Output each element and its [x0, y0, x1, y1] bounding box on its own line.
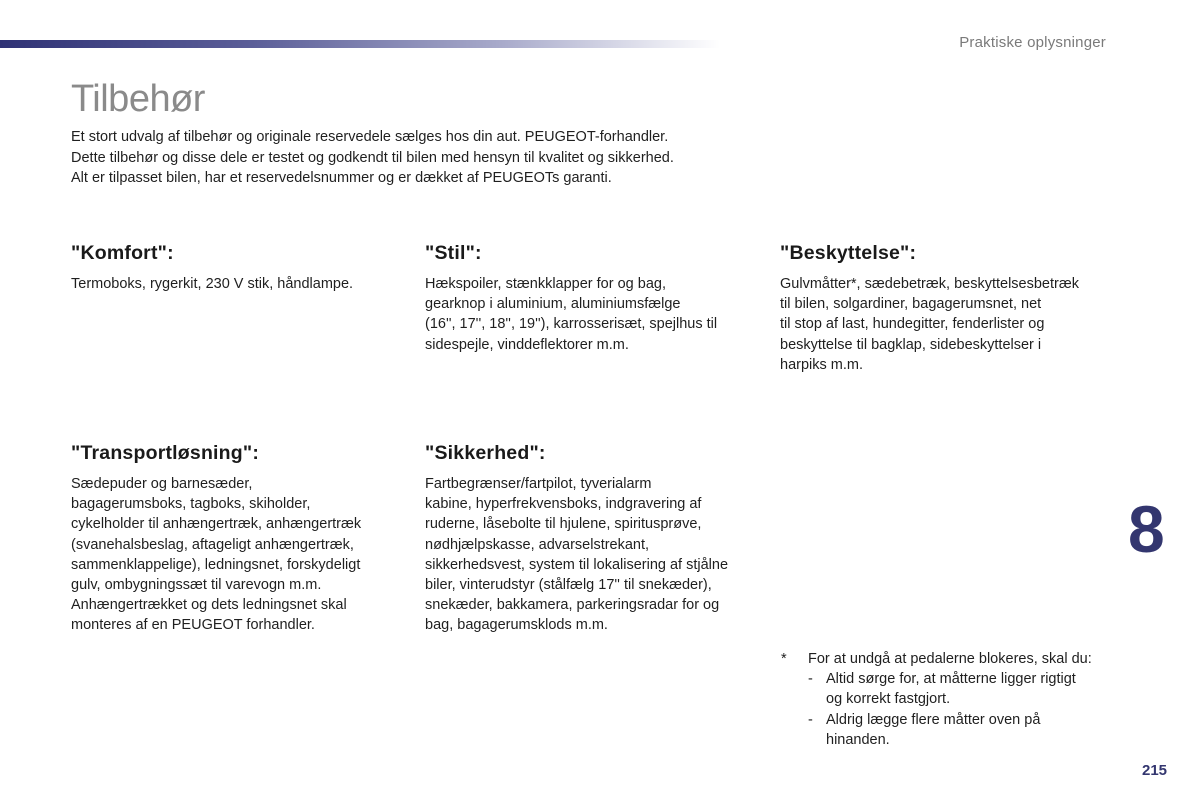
body-line: monteres af en PEUGEOT forhandler.	[71, 617, 315, 634]
section-sikkerhed	[425, 442, 765, 636]
section-heading: "Beskyttelse":	[780, 242, 917, 264]
intro-paragraph	[71, 127, 771, 189]
body-line: harpiks m.m.	[780, 356, 863, 373]
footnote-item-continuation: og korrekt fastgjort.	[826, 691, 951, 708]
page-title: Tilbehør	[71, 78, 205, 120]
section-transportlosning	[71, 442, 411, 636]
footnote-star: *	[781, 651, 787, 667]
body-line: sidespejle, vinddeflektorer m.m.	[425, 336, 629, 353]
footnote-item-continuation: hinanden.	[826, 731, 890, 748]
body-line: til stop af last, hundegitter, fenderlister og	[780, 316, 1045, 333]
footnote-item	[781, 669, 1121, 689]
body-line: gulv, ombygningssæt til varevogn m.m.	[71, 577, 322, 594]
section-body	[71, 274, 411, 294]
section-body	[71, 474, 411, 636]
footnote-item	[781, 710, 1121, 730]
section-body	[425, 474, 765, 636]
body-line: Anhængertrækket og dets ledningsnet skal	[71, 597, 347, 614]
body-line: sikkerhedsvest, system til lokalisering af stjålne	[425, 556, 729, 573]
body-line: (16'', 17'', 18'', 19''), karrosserisæt, spejlhus til	[425, 316, 718, 333]
section-komfort	[71, 242, 411, 294]
section-heading: "Sikkerhed":	[425, 442, 546, 464]
header-gradient-bar	[0, 40, 720, 48]
section-heading: "Transportløsning":	[71, 442, 260, 464]
footnote-item-text: Altid sørge for, at måtterne ligger rigtigt	[826, 671, 1076, 688]
section-body	[780, 274, 1120, 375]
footnote-item-text: Aldrig lægge flere måtter oven på	[826, 711, 1041, 728]
body-line: bagagerumsboks, tagboks, skiholder,	[71, 496, 311, 513]
body-line: Termoboks, rygerkit, 230 V stik, håndlampe.	[71, 276, 354, 292]
intro-line: Alt er tilpasset bilen, har et reservedelsnummer og er dækket af PEUGEOTs garanti.	[71, 170, 612, 186]
body-line: cykelholder til anhængertræk, anhængertræk	[71, 516, 362, 533]
chapter-number: 8	[1128, 492, 1165, 566]
footnote-intro-text: For at undgå at pedalerne blokeres, skal du:	[808, 651, 1092, 667]
body-line: (svanehalsbeslag, aftageligt anhængertræk,	[71, 536, 354, 553]
body-line: kabine, hyperfrekvensboks, indgravering af	[425, 496, 702, 513]
footnote-dash: -	[808, 711, 813, 728]
body-line: bag, bagagerumsklods m.m.	[425, 617, 608, 634]
body-line: til bilen, solgardiner, bagagerumsnet, net	[780, 296, 1042, 313]
body-line: nødhjælpskasse, advarselstrekant,	[425, 536, 650, 553]
body-line: snekæder, bakkamera, parkeringsradar for og	[425, 597, 720, 614]
body-line: Sædepuder og barnesæder,	[71, 476, 253, 492]
section-stil	[425, 242, 765, 355]
intro-line: Et stort udvalg af tilbehør og originale reservedele sælges hos din aut. PEUGEOT-forhandler.	[71, 129, 669, 145]
footnote	[781, 649, 1121, 750]
section-heading: "Stil":	[425, 242, 482, 264]
body-line: biler, vinterudstyr (stålfælg 17'' til snekæder),	[425, 577, 712, 594]
body-line: Hækspoiler, stænkklapper for og bag,	[425, 276, 666, 292]
footnote-intro	[781, 649, 1121, 669]
section-beskyttelse	[780, 242, 1120, 375]
body-line: gearknop i aluminium, aluminiumsfælge	[425, 296, 681, 313]
body-line: Gulvmåtter*, sædebetræk, beskyttelsesbetræk	[780, 276, 1079, 292]
body-line: sammenklappelige), ledningsnet, forskydeligt	[71, 556, 361, 573]
section-body	[425, 274, 765, 355]
intro-line: Dette tilbehør og disse dele er testet og godkendt til bilen med hensyn til kvalitet og sikkerhed.	[71, 149, 674, 166]
page-number: 215	[1142, 762, 1168, 779]
footnote-dash: -	[808, 671, 813, 688]
body-line: ruderne, låsebolte til hjulene, spiritusprøve,	[425, 516, 702, 533]
section-label: Praktiske oplysninger	[959, 34, 1106, 51]
body-line: Fartbegrænser/fartpilot, tyverialarm	[425, 476, 652, 492]
body-line: beskyttelse til bagklap, sidebeskyttelser i	[780, 336, 1042, 353]
section-heading: "Komfort":	[71, 242, 174, 264]
